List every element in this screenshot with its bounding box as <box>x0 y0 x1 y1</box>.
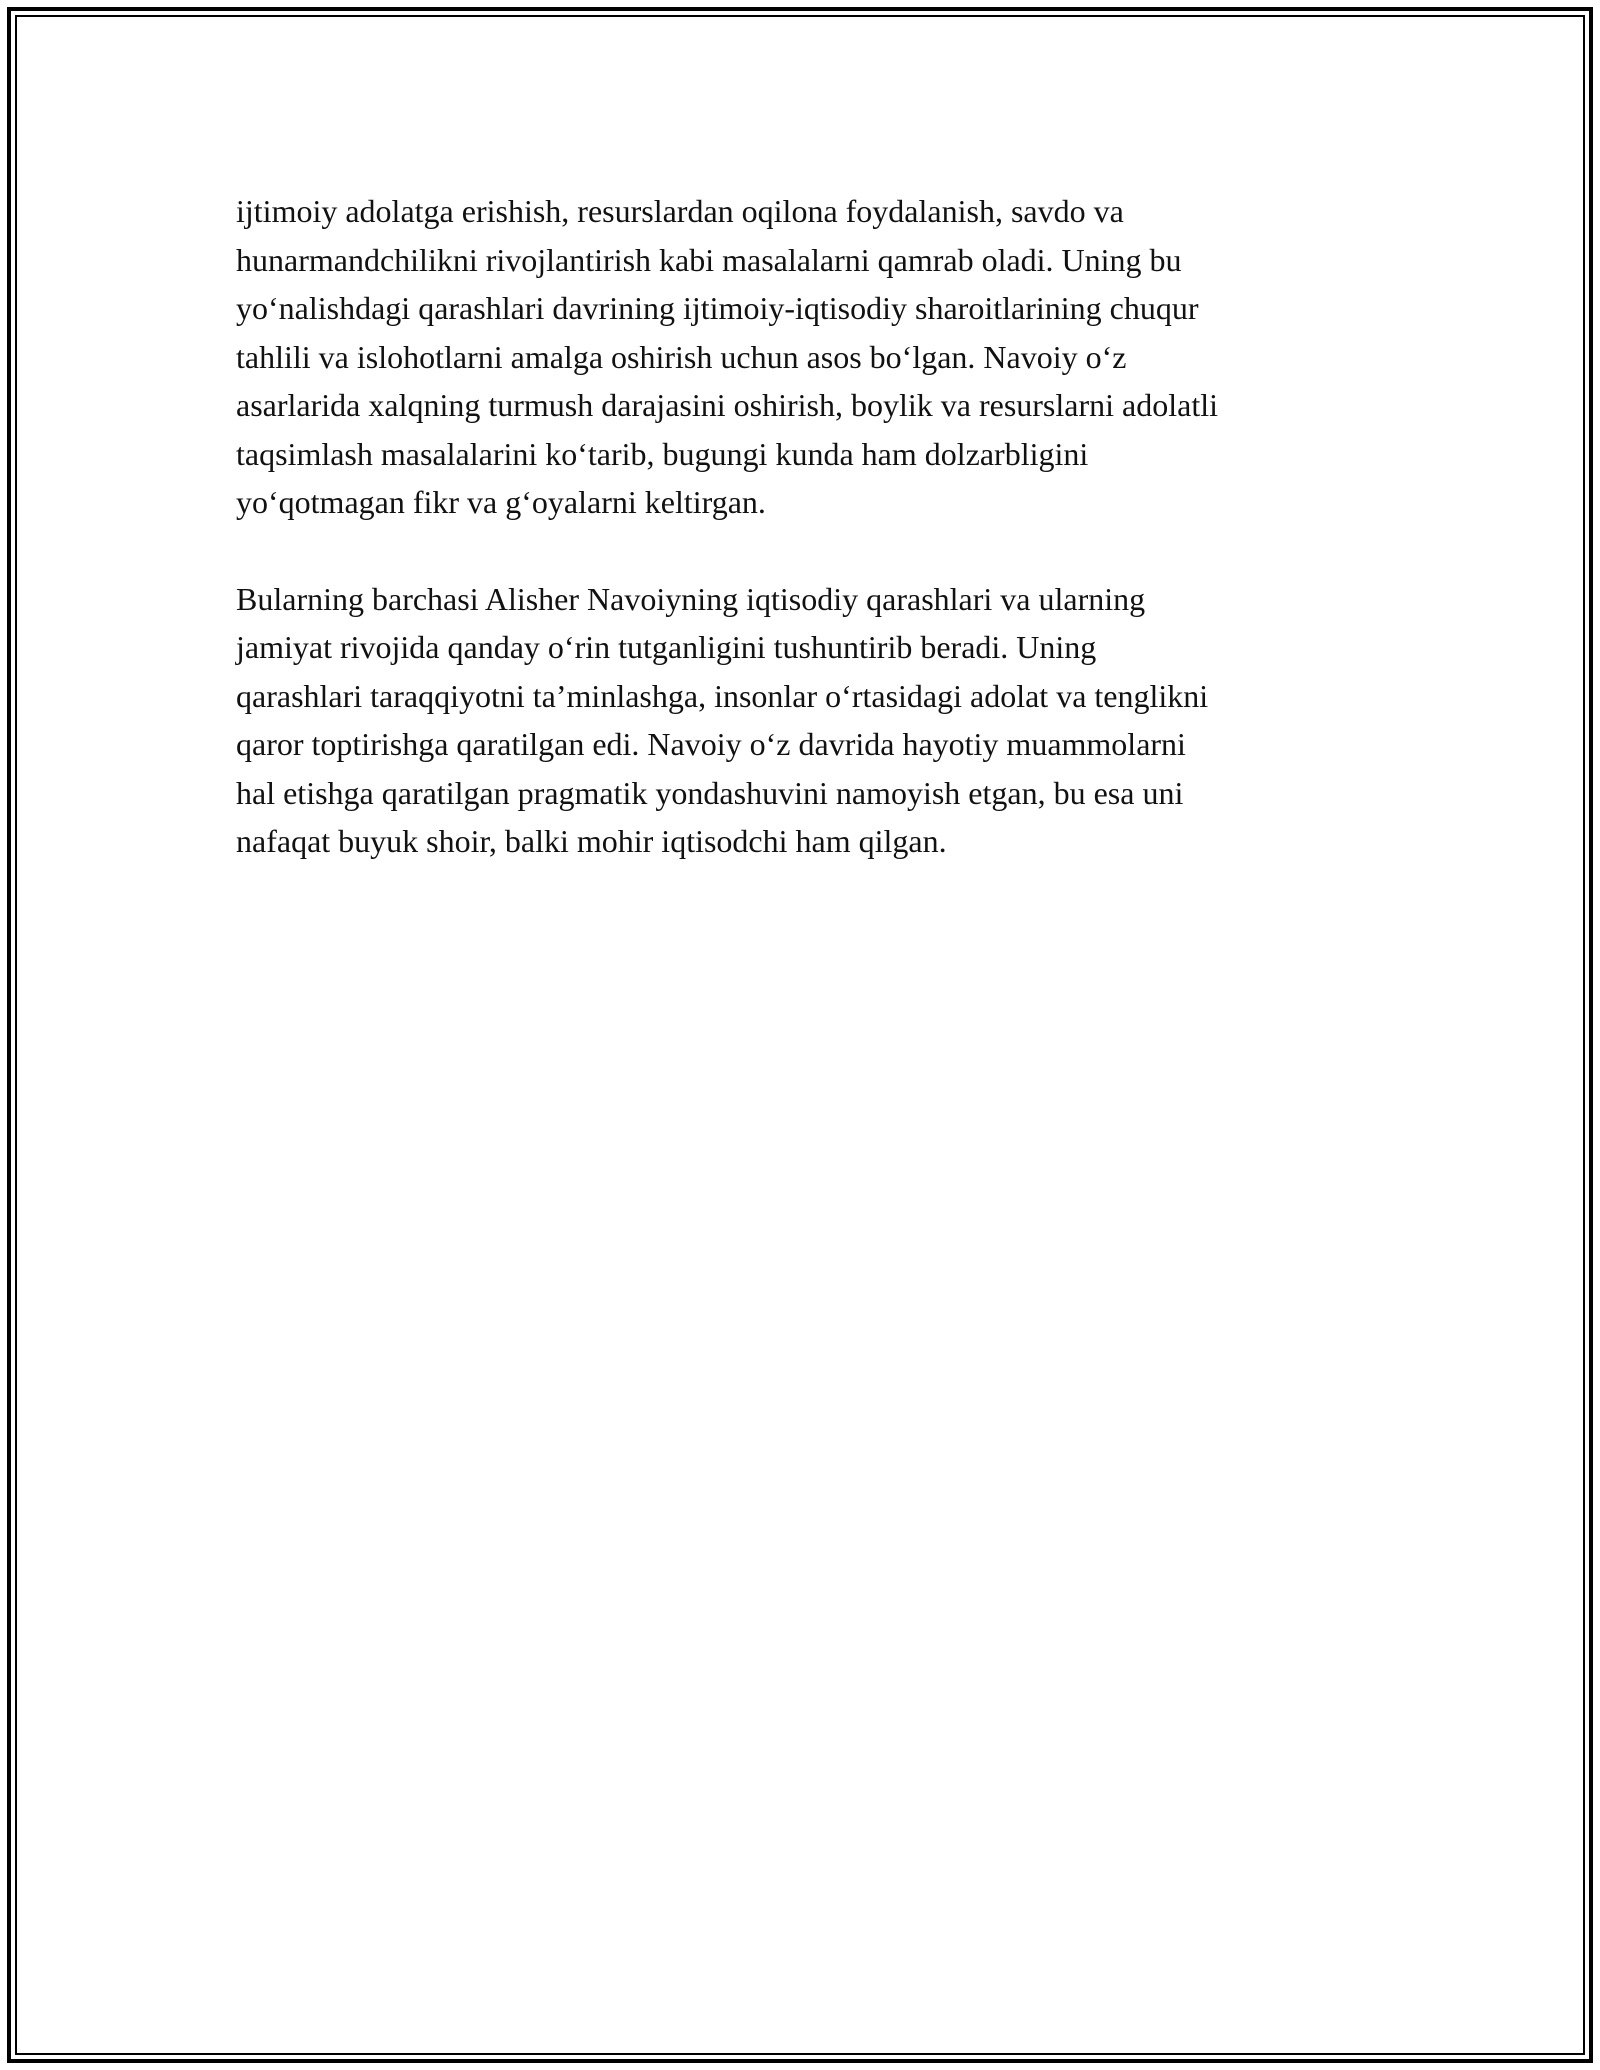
paragraph-1: ijtimoiy adolatga erishish, resurslardan oqilona foydalanish, savdo va hunarmandchilikni rivojlantirish kabi masalalarni qamrab oladi. Uning bu yo‘nalishdagi qarashlari davrining ijtimoiy-iqtisodiy sharoitlarining chuqur tahlili va islohotlarni amalga oshirish uchun asos bo‘lgan. Navoiy o‘z asarlarida xalqning turmush darajasini oshirish, boylik va resurslarni adolatli taqsimlash masalalarini ko‘tarib, bugungi kunda ham dolzarbligini yo‘qotmagan fikr va g‘oyalarni keltirgan. <box>236 193 1218 520</box>
paragraph-2: Bularning barchasi Alisher Navoiyning iqtisodiy qarashlari va ularning jamiyat rivojida qanday o‘rin tutganligini tushuntirib beradi. Uning qarashlari taraqqiyotni ta’minlashga, insonlar o‘rtasidagi adolat va tenglikni qaror toptirishga qaratilgan edi. Navoiy o‘z davrida hayotiy muammolarni hal etishga qaratilgan pragmatik yondashuvini namoyish etgan, bu esa uni nafaqat buyuk shoir, balki mohir iqtisodchi ham qilgan. <box>236 580 1209 859</box>
document-body <box>236 187 1376 866</box>
